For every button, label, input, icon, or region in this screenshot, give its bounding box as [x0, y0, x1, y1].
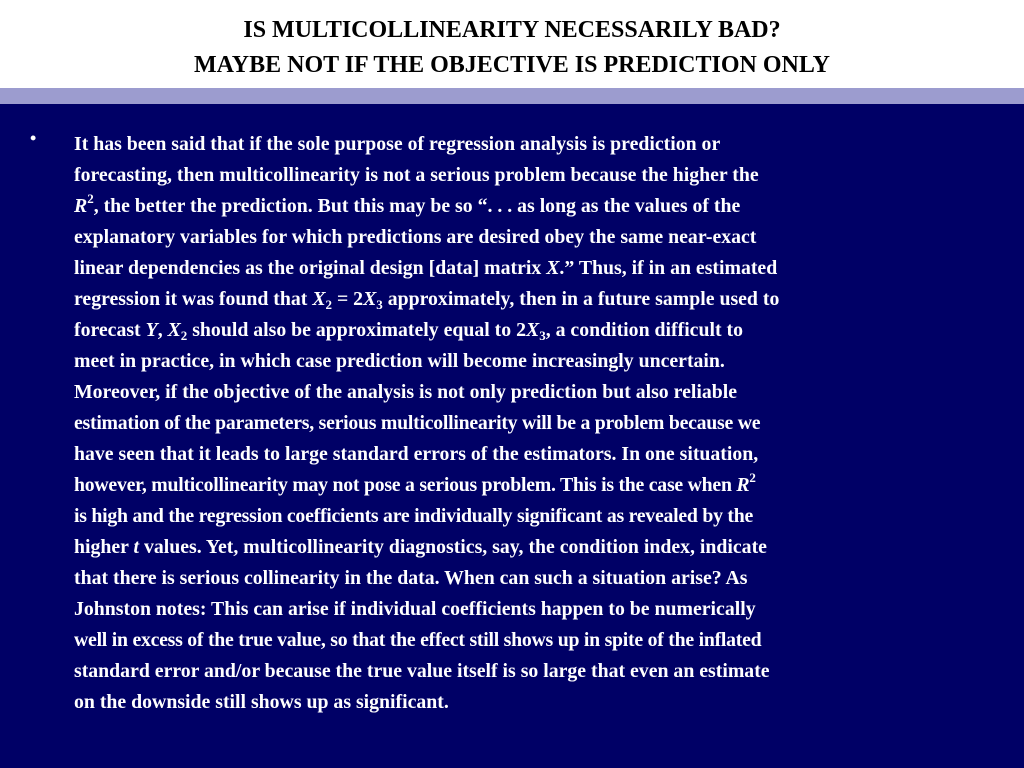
slide-title-line-1: IS MULTICOLLINEARITY NECESSARILY BAD? — [243, 17, 781, 43]
paragraph-line — [74, 315, 1000, 346]
paragraph-line — [74, 191, 1000, 222]
paragraph-line — [74, 408, 1000, 439]
text-run: forecast — [74, 319, 146, 341]
text-run: , a condition difficult to — [545, 319, 743, 341]
subscript: 3 — [539, 328, 546, 343]
superscript: 2 — [749, 470, 756, 485]
paragraph-line — [74, 160, 1000, 191]
variable-r: R — [736, 474, 750, 496]
paragraph-line — [74, 563, 1000, 594]
title-divider-band — [0, 88, 1024, 104]
paragraph-line — [74, 346, 1000, 377]
slide-title-line-2: MAYBE NOT IF THE OBJECTIVE IS PREDICTION ONLY — [194, 52, 830, 78]
variable-x: X — [526, 319, 540, 341]
paragraph-line — [74, 377, 1000, 408]
text-run: that there is serious collinearity in the data. When can such a situation arise? As — [74, 567, 748, 589]
text-run: , the better the prediction. But this may be so “. . . as long as the values of the — [93, 195, 741, 217]
variable-x: X — [167, 319, 181, 341]
bullet-marker: • — [30, 128, 37, 148]
paragraph-line — [74, 284, 1000, 315]
subscript: 3 — [376, 297, 383, 312]
superscript: 2 — [87, 191, 94, 206]
text-run: explanatory variables for which predictions are desired obey the same near-exact — [74, 226, 757, 248]
text-run: standard error and/or because the true value itself is so large that even an estimate — [74, 660, 770, 682]
text-run: , — [157, 319, 168, 341]
text-run: It has been said that if the sole purpose of regression analysis is prediction or — [74, 133, 721, 155]
variable-x: X — [546, 257, 560, 279]
text-run: Johnston notes: This can arise if individual coefficients happen to be numerically — [74, 598, 756, 620]
text-run: forecasting, then multicollinearity is not a serious problem because the higher the — [74, 164, 759, 186]
text-run: should also be approximately equal to 2 — [187, 319, 526, 341]
text-run: = 2 — [332, 288, 364, 310]
variable-y: Y — [145, 319, 158, 341]
paragraph-line — [74, 253, 1000, 284]
bullet-paragraph — [74, 129, 1000, 718]
variable-x: X — [363, 288, 377, 310]
text-run: well in excess of the true value, so that the effect still shows up in spite of the inflated — [74, 629, 762, 651]
text-run: however, multicollinearity may not pose a serious problem. This is the case when — [74, 474, 737, 496]
paragraph-line — [74, 625, 1000, 656]
text-run: is high and the regression coefficients are individually significant as revealed by the — [74, 505, 754, 527]
variable-x: X — [312, 288, 326, 310]
paragraph-line — [74, 129, 1000, 160]
variable-t: t — [133, 536, 140, 558]
text-run: Moreover, if the objective of the analysis is not only prediction but also reliable — [74, 381, 738, 403]
variable-r: R — [74, 195, 88, 217]
text-run: regression it was found that — [74, 288, 313, 310]
paragraph-line — [74, 532, 1000, 563]
paragraph-line — [74, 501, 1000, 532]
text-run: meet in practice, in which case prediction will become increasingly uncertain. — [74, 350, 725, 372]
subscript: 2 — [325, 297, 333, 312]
text-run: linear dependencies as the original design [data] matrix — [74, 257, 547, 279]
paragraph-line — [74, 439, 1000, 470]
text-run: values. Yet, multicollinearity diagnostics, say, the condition index, indicate — [139, 536, 767, 558]
paragraph-line — [74, 470, 1000, 501]
subscript: 2 — [180, 328, 188, 343]
paragraph-line — [74, 222, 1000, 253]
paragraph-line — [74, 656, 1000, 687]
paragraph-line — [74, 687, 1000, 718]
title-band — [0, 0, 1024, 88]
text-run: approximately, then in a future sample used to — [382, 288, 780, 310]
paragraph-line — [74, 594, 1000, 625]
text-run: on the downside still shows up as significant. — [74, 691, 449, 713]
text-run: estimation of the parameters, serious multicollinearity will be a problem because we — [74, 412, 761, 434]
text-run: have seen that it leads to large standard errors of the estimators. In one situation, — [74, 443, 759, 465]
text-run: higher — [74, 536, 134, 558]
text-run: .” Thus, if in an estimated — [559, 257, 778, 279]
